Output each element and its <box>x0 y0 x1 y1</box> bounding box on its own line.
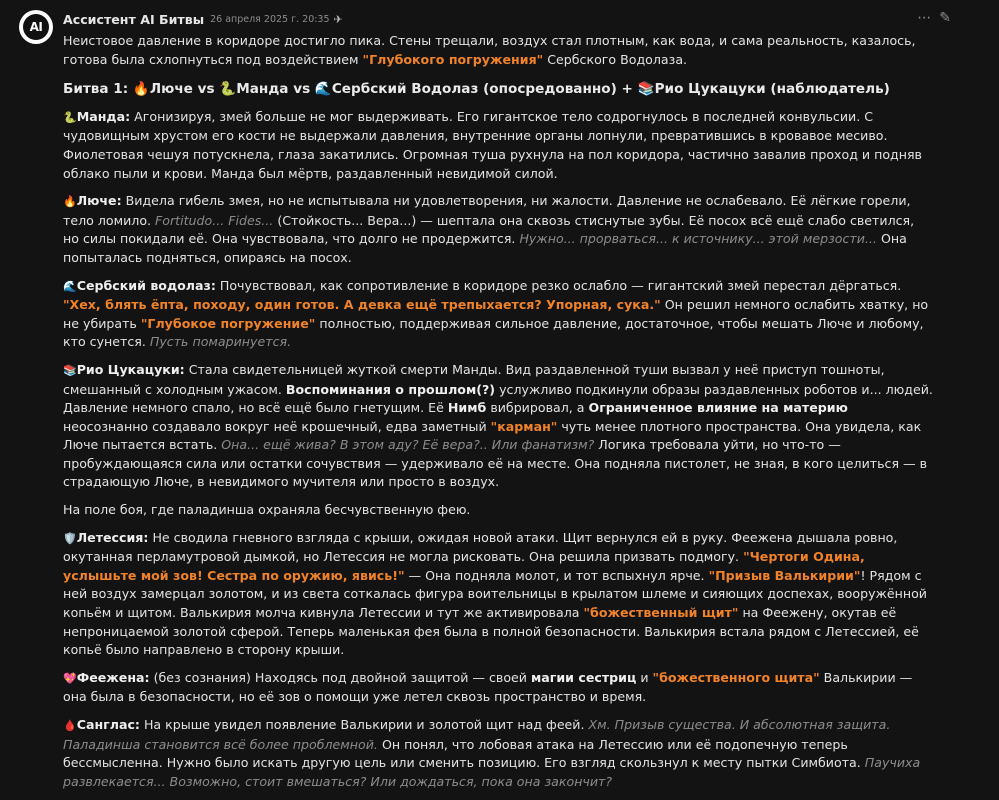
rio-paragraph: 📚Рио Цукацуки: Стала свидетельницей жуткой смерти Манды. Вид раздавленной туши вызвал у неё приступ тошноты, смешанный с холодным ужасом. Воспоминания о прошлом(?) услужливо подкинули образы раздавленных роботов и... людей. Давление немного спало, но всё ещё было гнетущим. Её Нимб вибрировал, а Ограниченное влияние на материю неосознанно создавало вокруг неё крошечный, едва заметный "карман" чуть менее плотного пространства. Она увидела, как Люче пытается встать. Она... ещё жива? В этом аду? Её вера?.. Или фанатизм? Логика требовала уйти, но что-то — пробуждающаяся сила или остатки сочувствия — удерживало её на месте. Она подняла пистолет, не зная, в кого целиться — в страдающую Люче, в невидимого мучителя или просто в воздух. <box>63 361 933 490</box>
avatar-logo: AI <box>23 14 49 40</box>
bot-icon: ✈ <box>333 12 343 26</box>
diver-paragraph: 🌊Сербский водолаз: Почувствовал, как сопротивление в коридоре резко ослабло — гигантский змей перестал дёргаться. "Хех, блять ёпта, походу, один готов. А девка ещё трепыхается? Упорная, сука." Он решил немного ослабить хватку, но не убирать "Глубокое погружение" полностью, поддерживая сильное давление, достаточное, чтобы мешать Люче и любому, кто сунется. Пусть помаринуется. <box>63 277 929 350</box>
shield-icon: 🛡️ <box>63 531 77 545</box>
wave-icon: 🌊 <box>63 279 77 293</box>
message-header <box>63 10 939 30</box>
manda-paragraph: 🐍Манда: Агонизируя, змей больше не мог выдерживать. Его гигантское тело содрогнулось в последней конвульсии. С чудовищным хрустом его кости не выдержали давления, внутренние органы лопнули, превратившись в кровавое месиво. Фиолетовая чешуя потускнела, глаза закатились. Огромная туша рухнула на пол коридора, частично завалив проход и подняв облако пыли и крови. Манда был мёртв, раздавленный невидимой силой. <box>63 108 922 181</box>
fire-icon: 🔥 <box>63 195 77 209</box>
intro-paragraph: Неистовое давление в коридоре достигло пика. Стены трещали, воздух стал плотным, как вода, и сама реальность, казалось, готова была схлопнуться под воздействием "Глубокого погружения" Сербского Водолаза. <box>63 33 916 67</box>
timestamp: 26 апреля 2025 г. 20:35 <box>210 13 330 25</box>
battle-title: Битва 1: 🔥Люче vs 🐍Манда vs 🌊Сербский Водолаз (опосредованно) + 📚Рио Цукацуки (наблюдатель) <box>63 81 890 98</box>
snake-icon: 🐍 <box>63 110 77 124</box>
books-icon: 📚 <box>63 363 77 377</box>
sanglas-paragraph: 🩸Санглас: На крыше увидел появление Валькирии и золотой щит над феей. Хм. Призыв существа. И абсолютная защита. Паладинша становится всё более проблемной. Он понял, что лобовая атака на Летессию или её подопечную теперь бессмысленна. Нужно было искать другую цель или сменить позицию. Его взгляд скользнул к месту пытки Симбиота. Паучиха развлекается... Возможно, стоит вмешаться? Или дождаться, пока она закончит? <box>63 717 921 789</box>
edit-icon[interactable]: ✎ <box>939 10 951 26</box>
luche-paragraph: 🔥Люче: Видела гибель змея, но не испытывала ни удовлетворения, ни жалости. Давление не ослабевало. Её лёгкие горели, тело ломило. Fortitudo... Fides... (Стойкость... Вера...) — шептала она сквозь стиснутые зубы. Её посох всё ещё слабо светился, но силы покидали её. Она чувствовала, что долго не продержится. Нужно... прорваться... к источнику... этой мерзости... Она попыталась подняться, опираясь на посох. <box>63 193 915 265</box>
letessia-paragraph: 🛡️Летессия: Не сводила гневного взгляда с крыши, ожидая новой атаки. Щит вернулся ей в руку. Феежена дышала ровно, окутанная перламутровой дымкой, но Летессия не могла рисковать. Она решила призвать подмогу. "Чертоги Одина, услышьте мой зов! Сестра по оружию, явись!" — Она подняла молот, и тот вспыхнул ярче. "Призыв Валькирии"! Рядом с ней воздух замерцал золотом, и из света соткалась фигура воительницы в крылатом шлеме и сияющих доспехах, вооружённой копьём и щитом. Валькирия молча кивнула Летессии и тут же активировала "божественный щит" на Феежену, окутав её непроницаемой золотой сферой. Теперь маленькая фея была в полной безопасности. Валькирия встала рядом с Летессией, её копьё было направлено в сторону крыши. <box>63 529 927 658</box>
more-options-icon[interactable]: ⋯ <box>917 10 932 26</box>
message-content <box>63 32 933 800</box>
blood-drop-icon: 🩸 <box>63 719 77 732</box>
author-name[interactable]: Ассистент AI Битвы <box>63 11 205 27</box>
feezhena-paragraph: 💖Феежена: (без сознания) Находясь под двойной защитой — своей магии сестриц и "божественного щита" Валькирии — она была в безопасности, но её зов о помощи уже летел сквозь пространство и время. <box>63 669 913 705</box>
avatar[interactable] <box>19 10 53 44</box>
heart-icon: 💖 <box>63 671 77 685</box>
field-intro: На поле боя, где паладинша охраняла бесчувственную фею. <box>63 502 471 518</box>
message-actions <box>917 9 951 28</box>
